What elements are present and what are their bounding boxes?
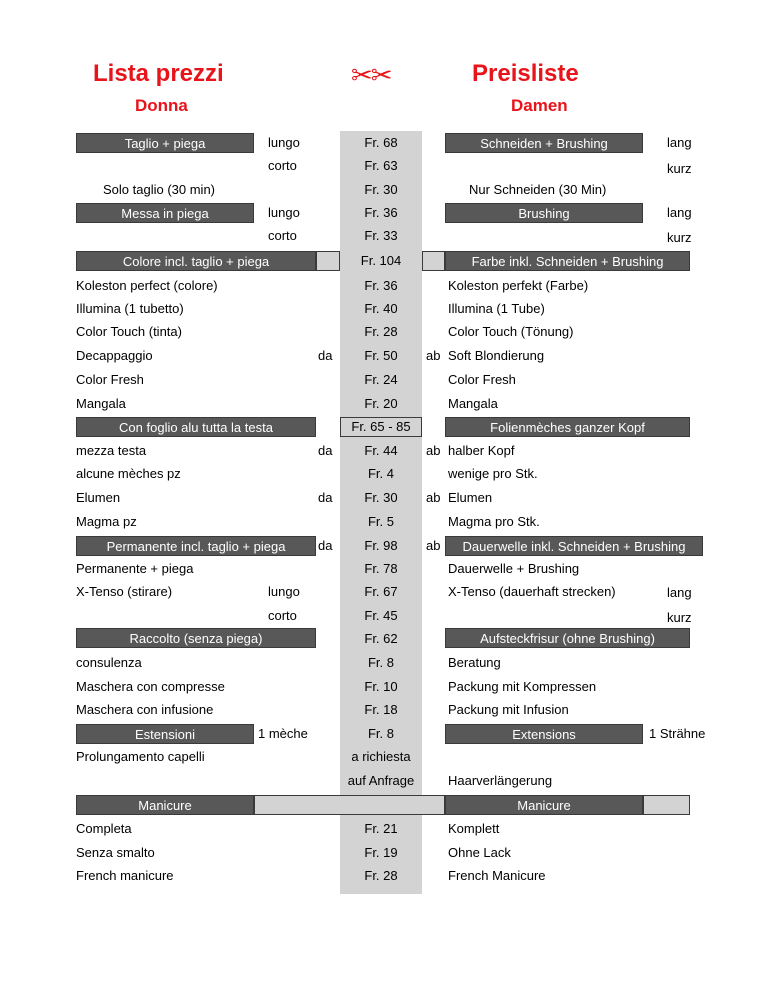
price-solo-taglio: Fr. 30 [364, 182, 398, 197]
bar-manicure-de: Manicure [445, 795, 643, 815]
item-komplett: Komplett [448, 821, 500, 836]
item-consulenza: consulenza [76, 655, 142, 670]
price-consulenza: Fr. 8 [367, 655, 394, 670]
item-illumina-de: Illumina (1 Tube) [448, 301, 545, 316]
item-wenige-pro-stk: wenige pro Stk. [448, 466, 538, 481]
item-dauerwelle-brushing: Dauerwelle + Brushing [448, 561, 580, 576]
title-german: Preisliste [472, 60, 579, 87]
qualifier-corto: corto [268, 228, 297, 243]
price-x-tenso-corto: Fr. 45 [364, 608, 398, 623]
bar-colore: Colore incl. taglio + piega [76, 251, 316, 271]
qualifier-lungo: lungo [268, 584, 300, 599]
item-mangala: Mangala [76, 396, 126, 411]
price-illumina: Fr. 40 [364, 301, 398, 316]
qualifier-lang: lang [667, 585, 692, 600]
price-x-tenso-lungo: Fr. 67 [364, 584, 398, 599]
bar-raccolto: Raccolto (senza piega) [76, 628, 316, 648]
item-nur-schneiden: Nur Schneiden (30 Min) [469, 182, 607, 197]
item-soft-blondierung: Soft Blondierung [448, 348, 545, 363]
qualifier-lang: lang [667, 135, 692, 150]
price-taglio-piega-corto: Fr. 63 [364, 158, 398, 173]
spacer-box [254, 795, 445, 815]
item-beratung: Beratung [448, 655, 501, 670]
item-x-tenso-de: X-Tenso (dauerhaft strecken) [448, 584, 616, 599]
price-colore: Fr. 104 [360, 253, 402, 268]
price-koleston: Fr. 36 [364, 278, 398, 293]
item-ohne-lack: Ohne Lack [448, 845, 511, 860]
bar-folienmeches: Folienmèches ganzer Kopf [445, 417, 690, 437]
item-maschera-compresse: Maschera con compresse [76, 679, 225, 694]
item-french-manicure-de: French Manicure [448, 868, 546, 883]
title-italian: Lista prezzi [93, 60, 224, 87]
prefix-da: da [318, 538, 333, 553]
prefix-ab: ab [426, 538, 441, 553]
price-senza-smalto: Fr. 19 [364, 845, 398, 860]
price-permanente-piega: Fr. 78 [364, 561, 398, 576]
price-messa-in-piega-lungo: Fr. 36 [364, 205, 398, 220]
prefix-da: da [318, 348, 333, 363]
price-taglio-piega-lungo: Fr. 68 [364, 135, 398, 150]
item-elumen-de: Elumen [448, 490, 493, 505]
qualifier-kurz: kurz [667, 161, 692, 176]
prefix-ab: ab [426, 348, 441, 363]
qualifier-kurz: kurz [667, 230, 692, 245]
bar-extensions: Extensions [445, 724, 643, 744]
item-permanente-piega: Permanente + piega [76, 561, 194, 576]
price-maschera-infusione: Fr. 18 [364, 702, 398, 717]
qualifier-lungo: lungo [268, 205, 300, 220]
price-completa: Fr. 21 [364, 821, 398, 836]
bar-manicure-it: Manicure [76, 795, 254, 815]
item-french-manicure: French manicure [76, 868, 174, 883]
qualifier-lang: lang [667, 205, 692, 220]
item-color-touch: Color Touch (tinta) [76, 324, 182, 339]
price-elumen: Fr. 30 [364, 490, 398, 505]
price-auf-anfrage: auf Anfrage [347, 773, 415, 788]
item-haarverlaengerung: Haarverlängerung [448, 773, 553, 788]
item-halber-kopf: halber Kopf [448, 443, 515, 458]
item-prolungamento: Prolungamento capelli [76, 749, 205, 764]
bar-messa-in-piega: Messa in piega [76, 203, 254, 223]
bar-schneiden-brushing: Schneiden + Brushing [445, 133, 643, 153]
item-elumen: Elumen [76, 490, 121, 505]
item-color-fresh-de: Color Fresh [448, 372, 516, 387]
item-completa: Completa [76, 821, 132, 836]
qualifier-1-meche: 1 mèche [258, 726, 308, 741]
price-french-manicure: Fr. 28 [364, 868, 398, 883]
item-senza-smalto: Senza smalto [76, 845, 155, 860]
item-magma-de: Magma pro Stk. [448, 514, 540, 529]
bar-aufsteckfrisur: Aufsteckfrisur (ohne Brushing) [445, 628, 690, 648]
item-packung-infusion: Packung mit Infusion [448, 702, 569, 717]
qualifier-corto: corto [268, 608, 297, 623]
spacer-box [422, 417, 445, 437]
price-color-fresh: Fr. 24 [364, 372, 398, 387]
price-maschera-compresse: Fr. 10 [364, 679, 398, 694]
price-mangala: Fr. 20 [364, 396, 398, 411]
item-x-tenso: X-Tenso (stirare) [76, 584, 173, 599]
bar-farbe: Farbe inkl. Schneiden + Brushing [445, 251, 690, 271]
qualifier-lungo: lungo [268, 135, 300, 150]
price-color-touch: Fr. 28 [364, 324, 398, 339]
item-koleston: Koleston perfect (colore) [76, 278, 218, 293]
price-decappaggio: Fr. 50 [364, 348, 398, 363]
price-a-richiesta: a richiesta [351, 749, 411, 764]
bar-permanente: Permanente incl. taglio + piega [76, 536, 316, 556]
item-color-fresh: Color Fresh [76, 372, 144, 387]
bar-estensioni: Estensioni [76, 724, 254, 744]
prefix-da: da [318, 490, 333, 505]
price-alcune-meches: Fr. 4 [367, 466, 394, 481]
subtitle-italian: Donna [135, 96, 188, 115]
item-illumina: Illumina (1 tubetto) [76, 301, 184, 316]
bar-foglio-alu: Con foglio alu tutta la testa [76, 417, 316, 437]
prefix-da: da [318, 443, 333, 458]
item-magma: Magma pz [76, 514, 137, 529]
item-koleston-de: Koleston perfekt (Farbe) [448, 278, 589, 293]
bar-taglio-piega: Taglio + piega [76, 133, 254, 153]
scissors-icon: ✂✂ [351, 60, 391, 90]
price-estensioni: Fr. 8 [367, 726, 394, 741]
item-packung-kompressen: Packung mit Kompressen [448, 679, 597, 694]
spacer-box [316, 417, 340, 437]
spacer-box [643, 795, 690, 815]
prefix-ab: ab [426, 443, 441, 458]
item-mangala-de: Mangala [448, 396, 498, 411]
spacer-box [422, 251, 445, 271]
item-solo-taglio: Solo taglio (30 min) [103, 182, 215, 197]
prefix-ab: ab [426, 490, 441, 505]
item-mezza-testa: mezza testa [76, 443, 147, 458]
bar-brushing: Brushing [445, 203, 643, 223]
price-mezza-testa: Fr. 44 [364, 443, 398, 458]
price-messa-in-piega-corto: Fr. 33 [364, 228, 398, 243]
item-maschera-infusione: Maschera con infusione [76, 702, 214, 717]
price-permanente: Fr. 98 [364, 538, 398, 553]
spacer-box [316, 251, 340, 271]
price-raccolto: Fr. 62 [364, 631, 398, 646]
item-decappaggio: Decappaggio [76, 348, 153, 363]
qualifier-corto: corto [268, 158, 297, 173]
price-foglio-alu: Fr. 65 - 85 [340, 417, 422, 437]
qualifier-kurz: kurz [667, 610, 692, 625]
price-magma: Fr. 5 [367, 514, 394, 529]
item-alcune-meches: alcune mèches pz [76, 466, 181, 481]
qualifier-1-straehne: 1 Strähne [649, 726, 706, 741]
bar-dauerwelle: Dauerwelle inkl. Schneiden + Brushing [445, 536, 703, 556]
subtitle-german: Damen [511, 96, 568, 115]
item-color-touch-de: Color Touch (Tönung) [448, 324, 574, 339]
